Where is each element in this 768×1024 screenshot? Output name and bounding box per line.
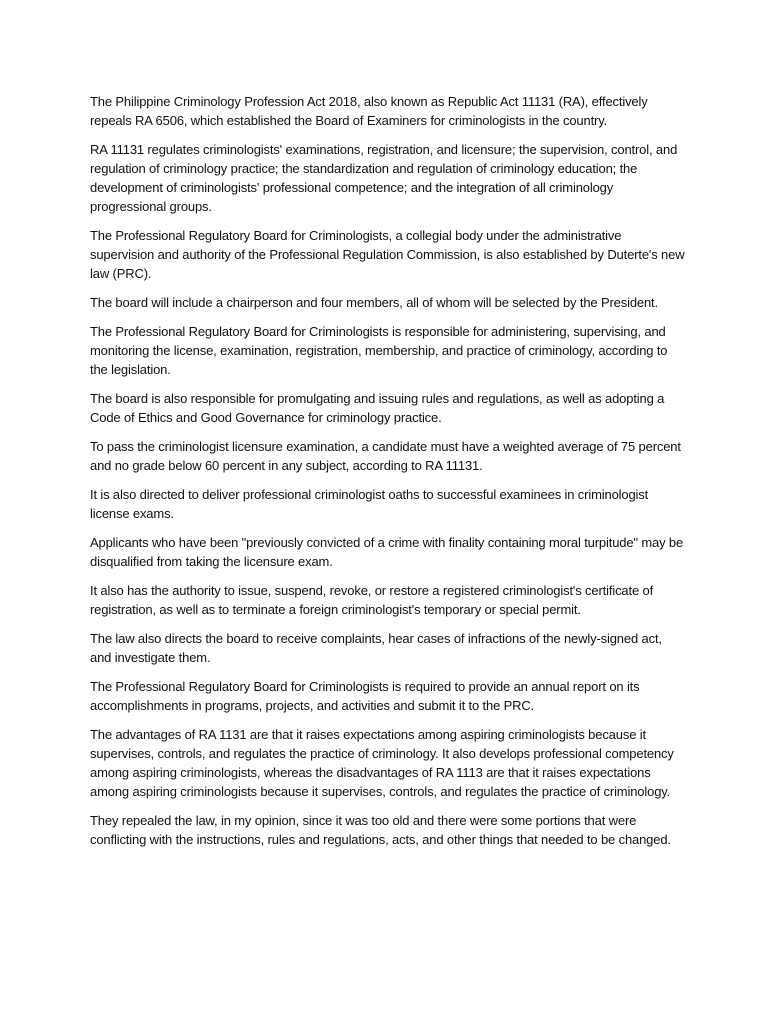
paragraph-12: The Professional Regulatory Board for Criminologists is required to provide an annual report on its accomplishments in programs, projects, and activities and submit it to the PRC. <box>90 679 640 713</box>
paragraph-4: The board will include a chairperson and four members, all of whom will be selected by the President. <box>90 295 658 310</box>
document-page <box>90 92 686 859</box>
paragraph-11: The law also directs the board to receive complaints, hear cases of infractions of the newly-signed act, and investigate them. <box>90 631 662 665</box>
paragraph-3: The Professional Regulatory Board for Criminologists, a collegial body under the administrative supervision and authority of the Professional Regulation Commission, is also established by Duterte's new law (PRC). <box>90 228 685 281</box>
paragraph-7: To pass the criminologist licensure examination, a candidate must have a weighted average of 75 percent and no grade below 60 percent in any subject, according to RA 11131. <box>90 439 681 473</box>
paragraph-9: Applicants who have been "previously convicted of a crime with finality containing moral turpitude" may be disqualified from taking the licensure exam. <box>90 535 684 569</box>
paragraph-13: The advantages of RA 1131 are that it raises expectations among aspiring criminologists because it supervises, controls, and regulates the practice of criminology. It also develops professional competency among aspiring criminologists, whereas the disadvantages of RA 1113 are that it raises expectations among aspiring criminologists because it supervises, controls, and regulates the practice of criminology. <box>90 727 674 799</box>
paragraph-6: The board is also responsible for promulgating and issuing rules and regulations, as well as adopting a Code of Ethics and Good Governance for criminology practice. <box>90 391 665 425</box>
paragraph-8: It is also directed to deliver professional criminologist oaths to successful examinees in criminologist license exams. <box>90 487 649 521</box>
paragraph-14: They repealed the law, in my opinion, since it was too old and there were some portions that were conflicting with the instructions, rules and regulations, acts, and other things that needed to be changed. <box>90 813 671 847</box>
paragraph-1: The Philippine Criminology Profession Act 2018, also known as Republic Act 11131 (RA), effectively repeals RA 6506, which established the Board of Examiners for criminologists in the country. <box>90 94 648 128</box>
paragraph-5: The Professional Regulatory Board for Criminologists is responsible for administering, supervising, and monitoring the license, examination, registration, membership, and practice of criminology, according to the legislation. <box>90 324 668 377</box>
paragraph-2: RA 11131 regulates criminologists' examinations, registration, and licensure; the supervision, control, and regulation of criminology practice; the standardization and regulation of criminology education; the development of criminologists' professional competence; and the integration of all criminology progressional groups. <box>90 142 678 214</box>
paragraph-10: It also has the authority to issue, suspend, revoke, or restore a registered criminologist's certificate of registration, as well as to terminate a foreign criminologist's temporary or special permit. <box>90 583 654 617</box>
